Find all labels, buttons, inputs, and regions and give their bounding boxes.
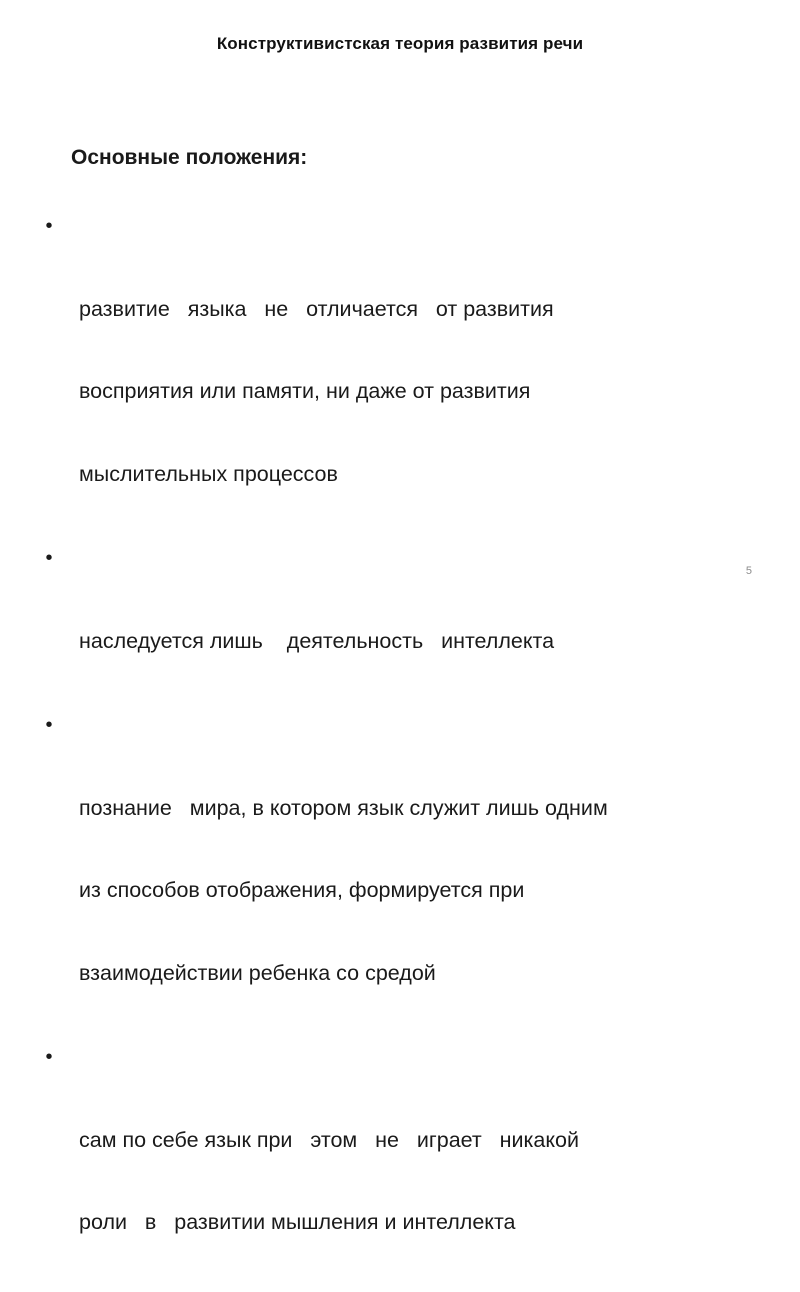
bullet-line: развитие языка не отличается от развития	[79, 296, 554, 321]
bullet-line: познание мира, в котором язык служит лишь одним	[79, 795, 608, 820]
bullet-line: взаимодействии ребенка со средой	[79, 960, 436, 985]
bullet-line: сам по себе язык при этом не играет никакой	[79, 1127, 579, 1152]
bullet-dot-icon: •	[45, 1046, 53, 1068]
bullet-dot-icon: •	[45, 547, 53, 569]
page-number: 5	[745, 565, 752, 577]
bullet-line: восприятия или памяти, ни даже от развития	[79, 379, 531, 403]
bullet-item	[40, 545, 740, 710]
bullet-dot-icon: •	[45, 215, 53, 237]
bullet-dot-icon: •	[45, 714, 53, 736]
bullet-item	[40, 1044, 740, 1292]
bullet-line: роли в развитии мышления и интеллекта	[79, 1210, 516, 1234]
slide-title: Конструктивистская теория развития речи	[216, 34, 584, 53]
bullet-item	[40, 712, 740, 1042]
bullet-line: наследуется лишь деятельность интеллекта	[79, 628, 555, 653]
bullet-item	[40, 213, 740, 543]
bullet-line: мыслительных процессов	[79, 461, 338, 486]
bullet-list	[40, 213, 740, 1292]
bullet-line: из способов отображения, формируется при	[79, 878, 525, 902]
section-heading: Основные положения:	[71, 146, 308, 169]
